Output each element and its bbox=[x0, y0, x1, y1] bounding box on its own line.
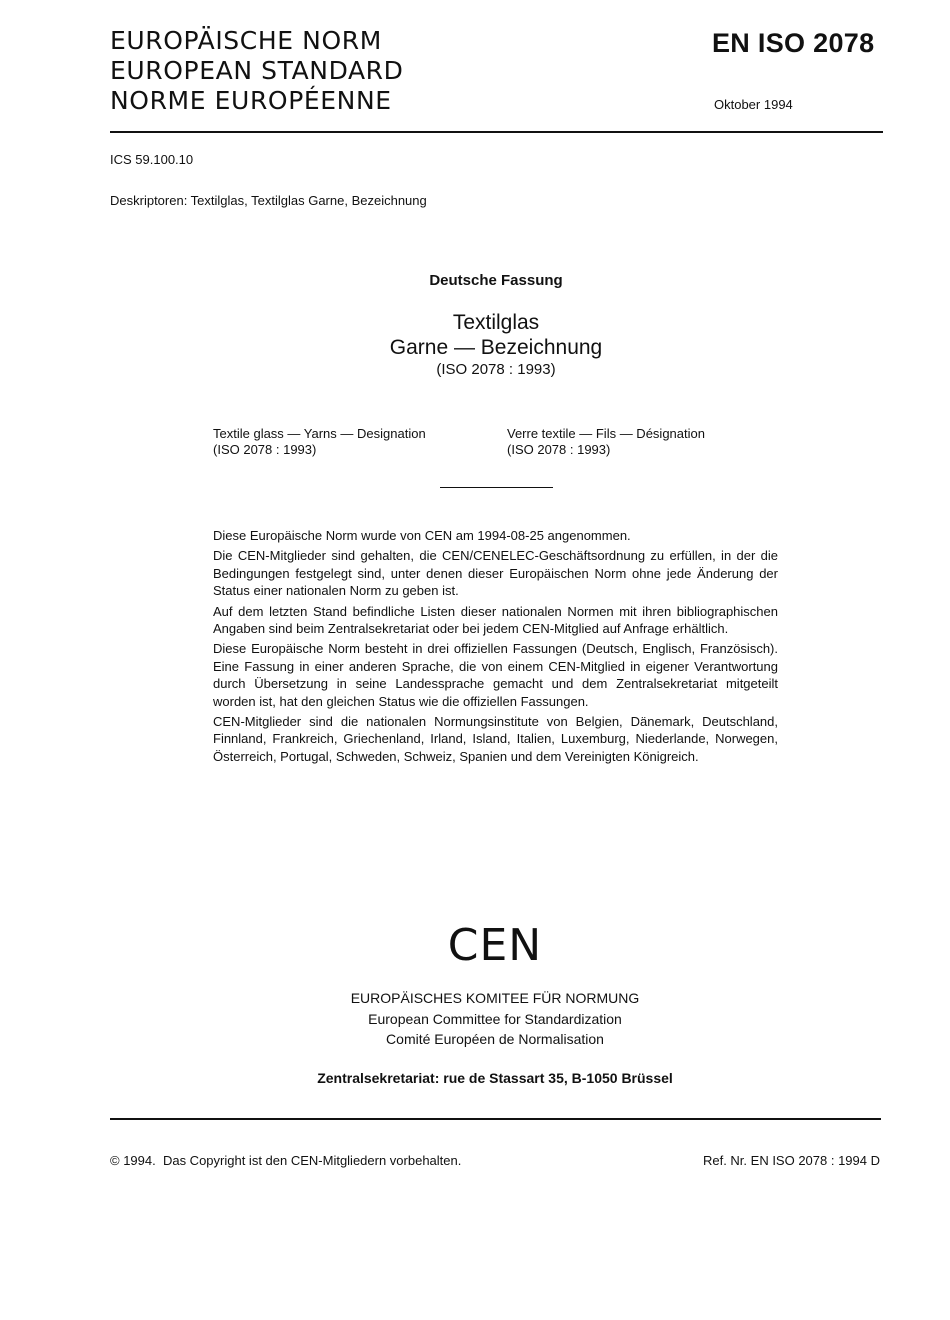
organization-names bbox=[245, 988, 745, 1050]
footer-divider bbox=[110, 1118, 881, 1120]
body-text bbox=[213, 527, 778, 768]
header-divider bbox=[110, 131, 883, 133]
org-name-en: European Committee for Standardization bbox=[368, 1010, 622, 1027]
paragraph: Diese Europäische Norm wurde von CEN am 1994-08-25 angenommen. bbox=[213, 528, 631, 543]
translation-fr-ref: (ISO 2078 : 1993) bbox=[507, 442, 611, 457]
paragraph: Die CEN-Mitglieder sind gehalten, die CEN/CENELEC-Geschäftsordnung zu erfüllen, in der die Bedingungen festgelegt sind, unter denen dieser Europäischen Norm ohne jede Änderung der Status einer nationalen Norm zu geben ist. bbox=[213, 548, 778, 599]
translation-fr-title: Verre textile — Fils — Désignation bbox=[507, 426, 705, 441]
cen-logo: CEN bbox=[447, 920, 543, 971]
ics-code: ICS 59.100.10 bbox=[110, 152, 194, 167]
publication-date: Oktober 1994 bbox=[714, 97, 793, 112]
title-block bbox=[300, 272, 692, 380]
paragraph: Auf dem letzten Stand befindliche Listen dieser nationalen Normen mit ihren bibliographischen Angaben sind beim Zentralsekretariat oder bei jedem CEN-Mitglied auf Anfrage erhältlich. bbox=[213, 603, 778, 637]
paragraph: CEN-Mitglieder sind die nationalen Normungsinstitute von Belgien, Dänemark, Deutschland, Finnland, Frankreich, Griechenland, Irland, Island, Italien, Luxemburg, Niederlande, Norwegen, Österreich, Portugal, Schweden, Schweiz, Spanien und dem Vereinigten Königreich. bbox=[213, 714, 778, 764]
title-line-2: Garne — Bezeichnung bbox=[389, 336, 603, 359]
descriptors: Deskriptoren: Textilglas, Textilglas Garne, Bezeichnung bbox=[110, 193, 427, 208]
org-name-de: EUROPÄISCHES KOMITEE FÜR NORMUNG bbox=[350, 990, 640, 1006]
translation-en-title: Textile glass — Yarns — Designation bbox=[213, 426, 426, 441]
secretariat-address: Zentralsekretariat: rue de Stassart 35, B-1050 Brüssel bbox=[317, 1070, 673, 1086]
translation-en-ref: (ISO 2078 : 1993) bbox=[213, 442, 317, 457]
version-label: Deutsche Fassung bbox=[429, 272, 563, 289]
header-title-de: EUROPÄISCHE NORM bbox=[110, 26, 382, 55]
title-iso-ref: (ISO 2078 : 1993) bbox=[436, 361, 556, 378]
reference-number: Ref. Nr. EN ISO 2078 : 1994 D bbox=[702, 1153, 880, 1168]
paragraph: Diese Europäische Norm besteht in drei offiziellen Fassungen (Deutsch, Englisch, Französisch). Eine Fassung in einer anderen Sprache, die von einem CEN-Mitglied in eigener Verantwortung durch Übersetzung in seine Landessprache gemacht und dem Zentralsekretariat mitgeteilt worden ist, hat den gleichen Status wie die offiziellen Fassungen. bbox=[213, 641, 778, 709]
translation-fr bbox=[507, 426, 705, 458]
copyright-notice: © 1994. Das Copyright ist den CEN-Mitgliedern vorbehalten. bbox=[110, 1153, 462, 1168]
translation-en bbox=[213, 426, 426, 458]
header-title-en: EUROPEAN STANDARD bbox=[110, 56, 404, 85]
header-title-fr: NORME EUROPÉENNE bbox=[110, 86, 392, 115]
standard-number: EN ISO 2078 bbox=[712, 28, 875, 58]
org-name-fr: Comité Européen de Normalisation bbox=[386, 1031, 604, 1047]
short-divider bbox=[440, 487, 553, 488]
title-line-1: Textilglas bbox=[452, 311, 540, 334]
